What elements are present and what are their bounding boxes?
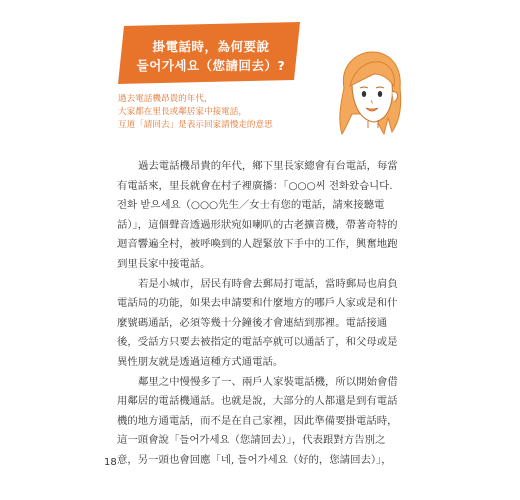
intro-summary — [118, 93, 348, 132]
text-line: 若是小城市，居民有時會去郵局打電話，當時郵局也肩負 — [138, 277, 398, 290]
text-line: 過去電話機昂貴的年代，鄉下里長家總會有台電話，每當 — [138, 160, 398, 172]
text-line: 後，受話方只要去被指定的電話亭就可以通話了，和父母或是 — [117, 336, 398, 349]
text-line: 話）」，這個聲音透過形狀宛如喇叭的古老擴音機，帶著奇特的 — [117, 218, 398, 231]
text-line: 迴音響遍全村，被呼喚到的人趕緊放下手中的工作，興奮地跑 — [117, 238, 398, 251]
page-number: 18 — [104, 457, 117, 468]
article-body — [117, 157, 399, 471]
text-line: 意，另一頭也會回應「네, 들어가세요（好的，您請回去）」， — [117, 453, 392, 466]
title-banner — [118, 22, 304, 84]
text-line: 用鄰居的電話機通話。也就是說，大部分的人都還是到有電話 — [117, 395, 398, 408]
text-line: 전화 받으세요（○○○先生／女士有您的電話，請來接聽電 — [117, 199, 385, 212]
paragraph — [117, 373, 399, 471]
text-line: 鄰里之中慢慢多了一、兩戶人家裝電話機，所以開始會借 — [138, 375, 398, 388]
cartoon-girl-face-icon — [330, 48, 408, 140]
paragraph — [117, 275, 399, 373]
paragraph — [117, 157, 399, 275]
text-line: 這一頭會說「들어가세요（您請回去）」，代表跟對方告別之 — [117, 434, 386, 447]
intro-line: 大家都在里長或鄰居家中接電話， — [118, 107, 247, 117]
text-line: 電話局的功能，如果去申請要和什麼地方的哪戶人家或是和什 — [117, 297, 398, 310]
text-line: 機的地方通電話，而不是在自己家裡，因此準備要掛電話時， — [117, 414, 398, 427]
text-line: 異性朋友就是透過這種方式通電話。 — [117, 355, 284, 368]
text-line: 到里長家中接電話。 — [117, 257, 211, 270]
banner-title-line-2: 들어가세요（您請回去）? — [136, 58, 286, 73]
intro-line: 互道「請回去」是表示回家請慢走的意思 — [118, 120, 273, 130]
banner-title-line-1: 掛電話時，為何要說 — [152, 39, 270, 54]
intro-line: 過去電話機昂貴的年代， — [118, 94, 213, 104]
text-line: 麼號碼通話，必須等幾十分鐘後才會連結到那裡。電話接通 — [117, 316, 388, 329]
text-line: 有電話來，里長就會在村子裡廣播：「○○○씨 전화왔습니다. — [117, 179, 393, 192]
